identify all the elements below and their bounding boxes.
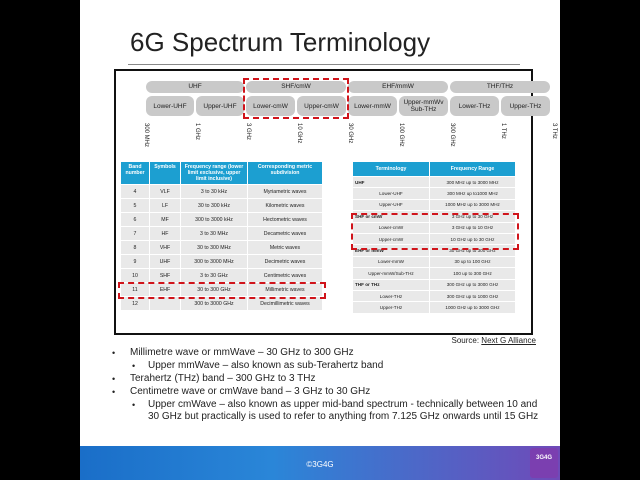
table-cell: Upper-THz (353, 302, 430, 313)
footer-bar (80, 446, 560, 480)
table-cell: 300 MHz up to1000 MHz (430, 188, 516, 199)
table-cell: Myriametric waves (248, 185, 323, 199)
sub-lower-uhf: Lower-UHF (146, 96, 194, 116)
freq-label: 300 GHz (449, 123, 455, 147)
table-cell: UHF (353, 177, 430, 188)
column-header: Corresponding metric subdivision (248, 162, 323, 185)
table-cell: VHF (150, 241, 181, 255)
bullet-list (96, 347, 546, 424)
column-header: Frequency range (lower limit exclusive, upper limit inclusive) (181, 162, 248, 185)
table-cell: 8 (121, 241, 150, 255)
table-row (353, 279, 516, 290)
bullet-item: • Millimetre wave or mmWave – 30 GHz to 300 GHz (112, 347, 354, 358)
table-cell: Kilometric waves (248, 199, 323, 213)
source-credit (451, 336, 536, 345)
table-cell: MF (150, 213, 181, 227)
table-row (353, 199, 516, 210)
table-cell: Lower-mmW (353, 256, 430, 267)
table-cell: 3 GHz up to 30 GHz (430, 211, 516, 222)
sub-lower-mmw: Lower-mmW (348, 96, 397, 116)
table-cell: Decametric waves (248, 227, 323, 241)
table-cell: Decimillimetric waves (248, 297, 323, 311)
table-row (353, 256, 516, 267)
table-cell: Upper-cmW (353, 233, 430, 244)
table-cell: 11 (121, 283, 150, 297)
freq-label: 100 GHz (398, 123, 404, 147)
slide (80, 0, 560, 480)
bullet-item: • Upper mmWave – also known as sub-Terahertz band (132, 360, 384, 371)
table-row (121, 199, 323, 213)
table-cell: 30 up to 100 GHz (430, 256, 516, 267)
source-link[interactable]: Next G Alliance (481, 336, 536, 345)
table-cell: 10 GHz up to 30 GHz (430, 233, 516, 244)
bullet-icon: • (112, 374, 116, 384)
table-cell: Hectometric waves (248, 213, 323, 227)
table-cell: 300 GHz up to 1000 GHz (430, 290, 516, 301)
band-ehf: EHF/mmW (348, 81, 448, 93)
table-row (121, 185, 323, 199)
table-cell: 12 (121, 297, 150, 311)
sub-upper-uhf: Upper-UHF (196, 96, 244, 116)
table-cell: LF (150, 199, 181, 213)
table-cell: EHF (150, 283, 181, 297)
table-row (121, 269, 323, 283)
table-cell: VLF (150, 185, 181, 199)
sub-upper-mmw: Upper-mmWv Sub-THz (399, 96, 448, 116)
sub-upper-thz: Upper-THz (501, 96, 550, 116)
freq-label: 30 GHz (347, 123, 353, 144)
bullet-item: • Upper cmWave – also known as upper mid-band spectrum - technically between 10 and 30 GHz but practically is used to refer to anything from 7.125 GHz onwards until 15 GHz (132, 399, 539, 422)
table-cell: 1000 MHz up to 3000 MHz (430, 199, 516, 210)
table-cell: 300 to 3000 MHz (181, 255, 248, 269)
table-cell: 300 to 3000 kHz (181, 213, 248, 227)
column-header: Terminology (353, 162, 430, 177)
table-cell: 3 to 30 MHz (181, 227, 248, 241)
table-row (121, 227, 323, 241)
highlight-cmw-rows (351, 213, 519, 250)
bullet-icon: • (112, 387, 116, 397)
table-cell: Lower-THz (353, 290, 430, 301)
highlight-cmw-band (243, 78, 349, 119)
table-cell: Millimetric waves (248, 283, 323, 297)
table-cell: THF or THz (353, 279, 430, 290)
source-label: Source: (451, 336, 480, 345)
table-cell: 30 GHz up to 300 GHz (430, 245, 516, 256)
table-cell: 100 up to 300 GHz (430, 268, 516, 279)
table-row (353, 177, 516, 188)
table-cell: 300 MHz up to 3000 MHz (430, 177, 516, 188)
footer-copyright: ©3G4G (306, 460, 334, 469)
table-cell: Lower-cmW (353, 222, 430, 233)
band-uhf: UHF (146, 81, 244, 93)
spectrum-figure (114, 69, 557, 335)
table-cell: 30 to 300 kHz (181, 199, 248, 213)
table-cell: Decimetric waves (248, 255, 323, 269)
column-header: Band number (121, 162, 150, 185)
sub-upper-cmw: Upper-cmW (297, 96, 346, 116)
sub-lower-thz: Lower-THz (450, 96, 499, 116)
table-cell: 300 GHz up to 3000 GHz (430, 279, 516, 290)
table-row (353, 188, 516, 199)
sub-lower-cmw: Lower-cmW (246, 96, 295, 116)
table-cell: EHF or mmW (353, 245, 430, 256)
table-row (121, 213, 323, 227)
table-row (353, 302, 516, 313)
brand-logo (530, 448, 558, 478)
table-cell: Metric waves (248, 241, 323, 255)
table-cell: 3 to 30 GHz (181, 269, 248, 283)
table-cell: 3 to 30 kHz (181, 185, 248, 199)
freq-label: 300 MHz (143, 123, 149, 148)
table-cell: 300 to 3000 GHz (181, 297, 248, 311)
table-cell: 4 (121, 185, 150, 199)
table-header-row (353, 162, 516, 177)
table-row (121, 255, 323, 269)
table-cell: Upper-mmW/Sub-THz (353, 268, 430, 279)
bullet-item: • Terahertz (THz) band – 300 GHz to 3 THz (112, 373, 316, 384)
table-cell: 6 (121, 213, 150, 227)
bullet-icon: • (112, 348, 116, 358)
table-cell: 30 to 300 GHz (181, 283, 248, 297)
bullet-icon: • (132, 400, 136, 410)
freq-label: 3 GHz (245, 123, 251, 141)
table-cell: Upper-UHF (353, 199, 430, 210)
table-cell: 30 to 300 MHz (181, 241, 248, 255)
bullet-icon: • (132, 361, 136, 371)
freq-label: 1 GHz (194, 123, 200, 141)
table-cell: HF (150, 227, 181, 241)
column-header: Frequency Range (430, 162, 516, 177)
table-cell: 5 (121, 199, 150, 213)
freq-label: 10 GHz (296, 123, 302, 144)
logo-text: 3G4G (535, 455, 552, 461)
freq-label: 1 THz (500, 123, 506, 139)
band-shf: SHF/cmW (246, 81, 346, 93)
table-cell: 7 (121, 227, 150, 241)
table-cell: UHF (150, 255, 181, 269)
table-row (353, 268, 516, 279)
table-cell: 3 GHz up to 10 GHz (430, 222, 516, 233)
table-cell: 10 (121, 269, 150, 283)
table-cell: 9 (121, 255, 150, 269)
highlight-shf-row (118, 282, 326, 299)
freq-label: 3 THz (551, 123, 557, 139)
page-title: 6G Spectrum Terminology (130, 27, 431, 57)
table-cell: SHF or cmW (353, 211, 430, 222)
table-header-row (121, 162, 323, 185)
band-thf: THF/THz (450, 81, 550, 93)
bullet-item: • Centimetre wave or cmWave band – 3 GHz to 30 GHz (112, 386, 371, 397)
table-row (353, 290, 516, 301)
table-cell: Lower-UHF (353, 188, 430, 199)
table-cell: 1000 GHz up to 3000 GHz (430, 302, 516, 313)
column-header: Symbols (150, 162, 181, 185)
table-cell: SHF (150, 269, 181, 283)
title-divider (128, 64, 520, 65)
table-cell: Centimetric waves (248, 269, 323, 283)
table-row (121, 241, 323, 255)
